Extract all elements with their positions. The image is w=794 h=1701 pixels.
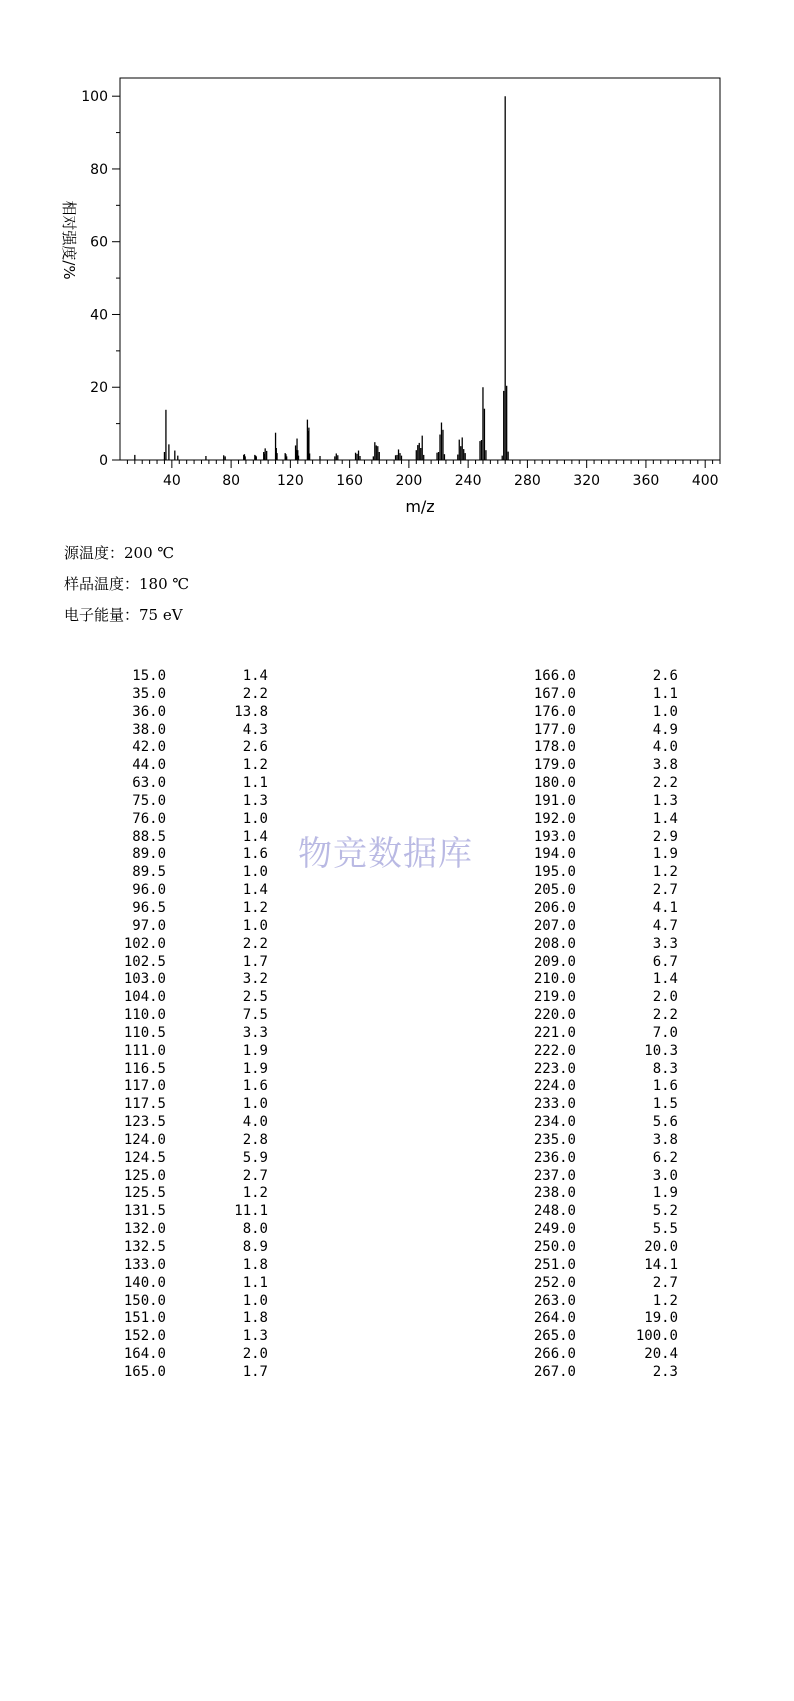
peak-row: [110, 1203, 268, 1221]
peak-abundance: 1.8: [242, 1256, 268, 1273]
peak-mz: 263.0: [533, 1292, 576, 1309]
peak-abundance: 4.1: [652, 899, 678, 916]
peak-mz: 166.0: [533, 668, 576, 684]
y-axis-title: 相对强度/%: [60, 200, 78, 280]
peak-row: [520, 1221, 678, 1239]
x-tick-label: 240: [454, 473, 482, 489]
peak-row: [110, 1078, 268, 1096]
peak-mz: 234.0: [533, 1114, 576, 1131]
peak-row: [520, 722, 678, 740]
y-tick-label: 40: [90, 307, 108, 324]
peak-row: [110, 954, 268, 972]
peak-mz: 38.0: [132, 721, 166, 738]
peak-row: [520, 1096, 678, 1114]
peak-mz: 207.0: [533, 917, 576, 934]
peak-row: [520, 1061, 678, 1079]
peak-mz: 250.0: [533, 1239, 576, 1255]
peak-abundance: 5.5: [652, 1221, 678, 1238]
axis-labels: [81, 89, 718, 489]
peak-row: [520, 954, 678, 972]
x-axis-title: m/z: [405, 497, 435, 516]
peak-row: [110, 1346, 268, 1364]
peak-row: [520, 704, 678, 722]
peak-abundance: 5.9: [242, 1149, 268, 1166]
peak-abundance: 2.2: [242, 685, 268, 702]
peak-mz: 111.0: [123, 1042, 166, 1059]
peak-row: [110, 936, 268, 954]
peak-mz: 102.0: [123, 935, 166, 952]
peak-mz: 124.0: [123, 1131, 166, 1148]
peak-mz: 210.0: [533, 971, 576, 988]
peak-row: [110, 864, 268, 882]
peak-mz: 150.0: [123, 1292, 166, 1309]
peak-mz: 267.0: [533, 1363, 576, 1380]
peak-row: [520, 1114, 678, 1132]
peak-row: [520, 1346, 678, 1364]
peak-row: [110, 1007, 268, 1025]
peak-row: [520, 793, 678, 811]
x-tick-label: 120: [277, 473, 304, 489]
y-tick-label: 80: [90, 161, 108, 178]
peak-mz: 76.0: [132, 810, 166, 827]
peak-row: [110, 811, 268, 829]
peak-row: [520, 846, 678, 864]
peak-mz: 35.0: [132, 685, 166, 702]
sample-temperature: 样品温度：180 ℃: [64, 575, 190, 593]
peak-abundance: 2.7: [652, 1274, 678, 1291]
peak-row: [520, 686, 678, 704]
peak-row: [110, 1168, 268, 1186]
peak-mz: 152.0: [123, 1328, 166, 1345]
peak-abundance: 3.2: [242, 971, 268, 988]
peak-row: [110, 1275, 268, 1293]
peak-abundance: 5.6: [652, 1114, 678, 1131]
peak-abundance: 1.2: [652, 1292, 678, 1309]
peak-mz: 89.5: [132, 864, 166, 881]
experiment-conditions: [64, 538, 189, 631]
peak-mz: 205.0: [533, 882, 576, 899]
peak-mz: 252.0: [533, 1274, 576, 1291]
peak-abundance: 7.5: [242, 1007, 268, 1024]
peak-row: [520, 936, 678, 954]
peak-row: [520, 1132, 678, 1150]
peak-abundance: 1.8: [242, 1310, 268, 1327]
peak-row: [110, 686, 268, 704]
peak-row: [520, 1150, 678, 1168]
peak-row: [110, 1239, 268, 1257]
peak-row: [520, 1257, 678, 1275]
peak-abundance: 10.3: [644, 1042, 678, 1059]
peak-mz: 132.5: [123, 1239, 166, 1255]
peak-abundance: 20.4: [644, 1346, 678, 1363]
peak-mz: 179.0: [533, 757, 576, 774]
peak-abundance: 1.9: [242, 1042, 268, 1059]
peak-abundance: 1.9: [652, 1185, 678, 1202]
peak-abundance: 1.0: [242, 810, 268, 827]
peak-mz: 178.0: [533, 739, 576, 756]
peak-mz: 117.0: [123, 1078, 166, 1095]
peak-mz: 63.0: [132, 775, 166, 792]
peak-mz: 206.0: [533, 899, 576, 916]
peak-abundance: 1.5: [652, 1096, 678, 1113]
peak-row: [110, 1061, 268, 1079]
peak-row: [110, 882, 268, 900]
peak-row: [520, 1007, 678, 1025]
peak-mz: 164.0: [123, 1346, 166, 1363]
peak-abundance: 2.6: [242, 739, 268, 756]
peak-mz: 116.5: [123, 1060, 166, 1077]
peak-row: [110, 793, 268, 811]
x-tick-label: 320: [573, 473, 601, 489]
peak-row: [110, 1096, 268, 1114]
peak-mz: 96.0: [132, 882, 166, 899]
peak-table-right: [520, 668, 678, 1382]
peak-mz: 117.5: [123, 1096, 166, 1113]
peak-abundance: 7.0: [652, 1024, 678, 1041]
peak-abundance: 1.2: [242, 1185, 268, 1202]
peak-abundance: 8.0: [242, 1221, 268, 1238]
peak-row: [110, 1310, 268, 1328]
x-tick-label: 360: [632, 473, 660, 489]
peak-row: [110, 704, 268, 722]
peak-abundance: 8.3: [652, 1060, 678, 1077]
peak-abundance: 1.4: [242, 668, 268, 684]
peak-mz: 44.0: [132, 757, 166, 774]
peak-row: [520, 1293, 678, 1311]
x-tick-label: 160: [336, 473, 363, 489]
peak-abundance: 1.2: [242, 757, 268, 774]
peak-abundance: 20.0: [644, 1239, 678, 1255]
peak-mz: 103.0: [123, 971, 166, 988]
peak-row: [520, 757, 678, 775]
peak-row: [110, 971, 268, 989]
peak-abundance: 8.9: [242, 1239, 268, 1255]
peak-mz: 140.0: [123, 1274, 166, 1291]
peak-row: [110, 829, 268, 847]
peak-row: [520, 775, 678, 793]
peak-abundance: 1.0: [242, 1292, 268, 1309]
peak-abundance: 1.4: [652, 810, 678, 827]
peak-mz: 36.0: [132, 703, 166, 720]
y-tick-label: 100: [81, 89, 108, 106]
peak-mz: 249.0: [533, 1221, 576, 1238]
peak-row: [520, 1185, 678, 1203]
peak-mz: 176.0: [533, 703, 576, 720]
peak-row: [110, 846, 268, 864]
x-tick-label: 200: [395, 473, 423, 489]
peak-abundance: 1.3: [242, 1328, 268, 1345]
peak-mz: 266.0: [533, 1346, 576, 1363]
peak-row: [110, 668, 268, 686]
peak-abundance: 1.7: [242, 1363, 268, 1380]
peak-mz: 124.5: [123, 1149, 166, 1166]
peak-abundance: 1.1: [242, 1274, 268, 1291]
peak-abundance: 5.2: [652, 1203, 678, 1220]
peak-table-left: [110, 668, 268, 1382]
peak-mz: 133.0: [123, 1256, 166, 1273]
peak-mz: 233.0: [533, 1096, 576, 1113]
peak-row: [520, 882, 678, 900]
peak-abundance: 2.5: [242, 989, 268, 1006]
peak-mz: 221.0: [533, 1024, 576, 1041]
peak-mz: 110.5: [123, 1024, 166, 1041]
peak-row: [520, 1203, 678, 1221]
peak-row: [520, 864, 678, 882]
peak-mz: 222.0: [533, 1042, 576, 1059]
peak-row: [110, 757, 268, 775]
peak-row: [520, 971, 678, 989]
peak-mz: 89.0: [132, 846, 166, 863]
peak-mz: 194.0: [533, 846, 576, 863]
peak-row: [110, 900, 268, 918]
peak-mz: 96.5: [132, 899, 166, 916]
peak-row: [520, 829, 678, 847]
peak-mz: 223.0: [533, 1060, 576, 1077]
peak-abundance: 2.2: [652, 1007, 678, 1024]
peak-abundance: 1.4: [652, 971, 678, 988]
spectrum-peaks: [135, 96, 508, 460]
peak-mz: 235.0: [533, 1131, 576, 1148]
peak-abundance: 1.1: [242, 775, 268, 792]
electron-energy: 电子能量：75 eV: [64, 606, 183, 624]
peak-abundance: 1.6: [652, 1078, 678, 1095]
y-tick-label: 0: [99, 453, 108, 469]
peak-row: [520, 811, 678, 829]
peak-row: [110, 722, 268, 740]
peak-row: [520, 918, 678, 936]
peak-mz: 110.0: [123, 1007, 166, 1024]
peak-mz: 208.0: [533, 935, 576, 952]
peak-abundance: 1.1: [652, 685, 678, 702]
plot-frame: [120, 78, 720, 460]
peak-row: [110, 1257, 268, 1275]
peak-mz: 224.0: [533, 1078, 576, 1095]
peak-abundance: 3.8: [652, 757, 678, 774]
peak-abundance: 2.0: [652, 989, 678, 1006]
peak-abundance: 2.2: [652, 775, 678, 792]
peak-row: [110, 1025, 268, 1043]
peak-abundance: 1.9: [242, 1060, 268, 1077]
peak-abundance: 6.2: [652, 1149, 678, 1166]
peak-abundance: 3.8: [652, 1131, 678, 1148]
peak-mz: 264.0: [533, 1310, 576, 1327]
peak-row: [520, 1078, 678, 1096]
peak-mz: 125.0: [123, 1167, 166, 1184]
mass-spectrum-chart: [0, 0, 794, 520]
peak-row: [520, 1043, 678, 1061]
peak-row: [110, 1328, 268, 1346]
peak-abundance: 2.3: [652, 1363, 678, 1380]
peak-abundance: 1.0: [242, 917, 268, 934]
peak-abundance: 3.3: [242, 1024, 268, 1041]
peak-mz: 131.5: [123, 1203, 166, 1220]
peak-abundance: 1.2: [242, 899, 268, 916]
peak-mz: 191.0: [533, 792, 576, 809]
source-temperature: 源温度：200 ℃: [64, 544, 175, 562]
peak-row: [110, 989, 268, 1007]
x-tick-label: 400: [691, 473, 719, 489]
peak-abundance: 2.2: [242, 935, 268, 952]
watermark: 物竞数据库: [298, 834, 473, 874]
peak-row: [520, 1275, 678, 1293]
peak-row: [520, 1239, 678, 1257]
peak-abundance: 1.6: [242, 1078, 268, 1095]
peak-mz: 104.0: [123, 989, 166, 1006]
peak-row: [110, 1150, 268, 1168]
peak-mz: 248.0: [533, 1203, 576, 1220]
peak-row: [520, 739, 678, 757]
peak-abundance: 6.7: [652, 953, 678, 970]
peak-mz: 195.0: [533, 864, 576, 881]
peak-abundance: 1.3: [242, 792, 268, 809]
peak-abundance: 1.0: [242, 864, 268, 881]
peak-mz: 167.0: [533, 685, 576, 702]
peak-mz: 236.0: [533, 1149, 576, 1166]
peak-mz: 97.0: [132, 917, 166, 934]
peak-row: [110, 739, 268, 757]
peak-mz: 192.0: [533, 810, 576, 827]
peak-mz: 180.0: [533, 775, 576, 792]
peak-mz: 251.0: [533, 1256, 576, 1273]
peak-row: [110, 1185, 268, 1203]
peak-row: [520, 1364, 678, 1382]
peak-row: [110, 1043, 268, 1061]
peak-mz: 123.5: [123, 1114, 166, 1131]
peak-mz: 102.5: [123, 953, 166, 970]
x-tick-label: 80: [222, 473, 241, 489]
peak-row: [110, 1221, 268, 1239]
peak-row: [110, 1114, 268, 1132]
peak-abundance: 2.0: [242, 1346, 268, 1363]
peak-mz: 165.0: [123, 1363, 166, 1380]
peak-mz: 238.0: [533, 1185, 576, 1202]
peak-row: [110, 1364, 268, 1382]
peak-abundance: 4.9: [652, 721, 678, 738]
peak-abundance: 1.6: [242, 846, 268, 863]
peak-row: [110, 918, 268, 936]
peak-row: [520, 1025, 678, 1043]
peak-row: [520, 989, 678, 1007]
peak-row: [110, 1293, 268, 1311]
peak-mz: 42.0: [132, 739, 166, 756]
peak-mz: 209.0: [533, 953, 576, 970]
peak-abundance: 1.4: [242, 882, 268, 899]
peak-abundance: 1.2: [652, 864, 678, 881]
peak-abundance: 2.7: [242, 1167, 268, 1184]
peak-mz: 125.5: [123, 1185, 166, 1202]
peak-row: [520, 1328, 678, 1346]
peak-abundance: 19.0: [644, 1310, 678, 1327]
peak-abundance: 4.0: [242, 1114, 268, 1131]
peak-abundance: 13.8: [234, 703, 268, 720]
y-tick-label: 20: [90, 380, 108, 397]
peak-mz: 265.0: [533, 1328, 576, 1345]
peak-mz: 132.0: [123, 1221, 166, 1238]
peak-abundance: 11.1: [234, 1203, 268, 1220]
peak-mz: 88.5: [132, 828, 166, 845]
peak-row: [520, 1168, 678, 1186]
peak-abundance: 1.3: [652, 792, 678, 809]
peak-abundance: 2.7: [652, 882, 678, 899]
peak-abundance: 3.3: [652, 935, 678, 952]
peak-row: [110, 775, 268, 793]
peak-abundance: 1.7: [242, 953, 268, 970]
peak-abundance: 3.0: [652, 1167, 678, 1184]
peak-row: [110, 1132, 268, 1150]
peak-abundance: 1.0: [242, 1096, 268, 1113]
peak-abundance: 1.0: [652, 703, 678, 720]
peak-row: [520, 668, 678, 686]
peak-abundance: 4.0: [652, 739, 678, 756]
peak-abundance: 1.9: [652, 846, 678, 863]
peak-mz: 220.0: [533, 1007, 576, 1024]
y-tick-label: 60: [90, 234, 108, 251]
peak-mz: 151.0: [123, 1310, 166, 1327]
peak-abundance: 1.4: [242, 828, 268, 845]
peak-abundance: 4.7: [652, 917, 678, 934]
peak-abundance: 2.6: [652, 668, 678, 684]
peak-mz: 193.0: [533, 828, 576, 845]
x-tick-label: 280: [514, 473, 541, 489]
peak-abundance: 14.1: [644, 1256, 678, 1273]
peak-mz: 219.0: [533, 989, 576, 1006]
peak-mz: 75.0: [132, 792, 166, 809]
peak-abundance: 100.0: [635, 1328, 678, 1345]
peak-row: [520, 900, 678, 918]
peak-row: [520, 1310, 678, 1328]
axis-ticks: [112, 96, 720, 468]
peak-abundance: 2.9: [652, 828, 678, 845]
peak-mz: 237.0: [533, 1167, 576, 1184]
peak-mz: 15.0: [132, 668, 166, 684]
peak-abundance: 4.3: [242, 721, 268, 738]
x-tick-label: 40: [162, 473, 181, 489]
peak-abundance: 2.8: [242, 1131, 268, 1148]
peak-mz: 177.0: [533, 721, 576, 738]
